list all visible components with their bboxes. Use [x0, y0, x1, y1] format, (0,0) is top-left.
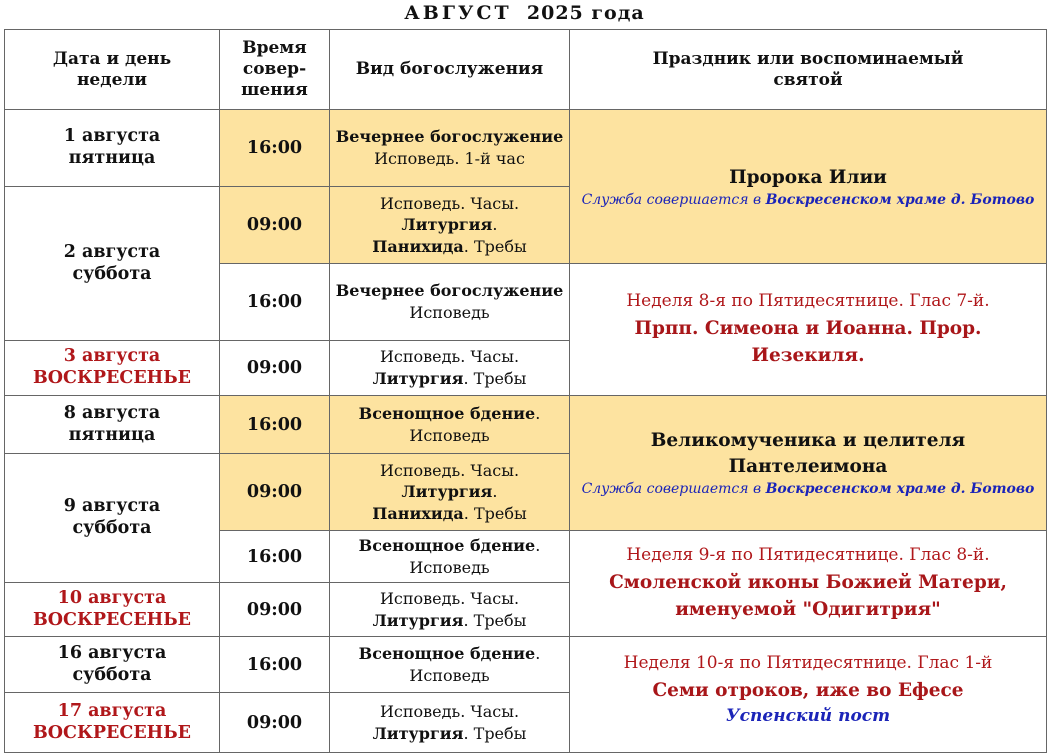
service-cell: Всенощное бдение. Исповедь [330, 637, 570, 693]
header-row [5, 30, 1047, 110]
time-cell: 09:00 [220, 693, 330, 753]
service-cell: Исповедь. Часы. Литургия. Требы [330, 341, 570, 396]
title-suffix: года [591, 2, 645, 24]
table-row [5, 637, 1047, 693]
service-detail: Исповедь. Часы. [379, 460, 520, 480]
date-day: 17 августа [57, 700, 167, 721]
feast-note-prefix: Служба совершается в [581, 480, 762, 497]
feast-cell [570, 396, 1047, 531]
service-name: Всенощное бдение [358, 535, 536, 555]
title-month: АВГУСТ [404, 2, 512, 24]
service-cell [330, 264, 570, 341]
date-weekday: ВОСКРЕСЕНЬЕ [33, 609, 191, 630]
date-cell [5, 341, 220, 396]
service-detail: Исповедь. Часы. [379, 588, 520, 608]
date-day: 1 августа [63, 126, 161, 147]
time-cell: 16:00 [220, 110, 330, 187]
date-cell [5, 454, 220, 583]
page-title [0, 2, 1049, 24]
service-detail: Исповедь. 1-й час [374, 149, 525, 168]
feast-week: Неделя 9-я по Пятидесятнице. Глас 8-й. [626, 545, 990, 565]
header-date: Дата и день недели [5, 30, 220, 110]
feast-saint: Семи отроков, иже во Ефесе [652, 679, 964, 701]
feast-cell [570, 531, 1047, 637]
date-weekday: суббота [72, 518, 152, 538]
feast-saint: Смоленской иконы Божией Матери, именуемой "Одигитрия" [609, 571, 1007, 621]
service-name: Всенощное бдение [358, 403, 536, 423]
feast-saint: Прпп. Симеона и Иоанна. Прор. Иезекиля. [634, 317, 982, 367]
service-cell [330, 110, 570, 187]
service-name: Вечернее богослужение [335, 281, 564, 301]
service-name: Вечернее богослужение [335, 127, 564, 147]
service-name: Литургия [372, 610, 464, 630]
service-detail: Исповедь. Часы. [379, 701, 520, 721]
feast-note [570, 191, 1046, 209]
service-cell: Всенощное бдение. Исповедь [330, 531, 570, 583]
date-weekday: пятница [68, 148, 156, 168]
table-row [5, 396, 1047, 454]
header-time: Время совер-шения [220, 30, 330, 110]
feast-cell [570, 110, 1047, 264]
service-name: Панихида [372, 236, 464, 256]
header-feast: Праздник или воспоминаемый святой [570, 30, 1047, 110]
feast-note-place: Воскресенском храме д. Ботово [765, 480, 1035, 497]
time-cell: 16:00 [220, 637, 330, 693]
schedule-table [4, 29, 1047, 753]
service-detail: Исповедь [409, 665, 490, 685]
time-cell: 09:00 [220, 341, 330, 396]
feast-note [570, 480, 1046, 498]
feast-fast: Успенский пост [725, 706, 891, 727]
date-day: 16 августа [57, 642, 167, 663]
date-weekday: пятница [68, 424, 156, 445]
date-day: 9 августа [63, 496, 161, 517]
date-cell [5, 110, 220, 187]
feast-name: Пророка Илии [729, 166, 887, 188]
service-cell: Исповедь. Часы. Литургия. Требы [330, 583, 570, 637]
service-name: Литургия [401, 482, 493, 502]
time-cell: 09:00 [220, 583, 330, 637]
date-day: 8 августа [63, 402, 161, 423]
date-weekday: суббота [72, 664, 152, 685]
feast-cell [570, 264, 1047, 396]
time-cell: 16:00 [220, 396, 330, 454]
date-weekday: суббота [72, 263, 152, 284]
feast-note-prefix: Служба совершается в [581, 192, 762, 209]
table-row [5, 110, 1047, 187]
service-name: Литургия [372, 369, 464, 388]
service-name: Панихида [372, 503, 464, 523]
feast-week: Неделя 10-я по Пятидесятнице. Глас 1-й [623, 653, 993, 673]
service-cell: Исповедь. Часы. Литургия. Панихида. Требы [330, 187, 570, 264]
service-cell: Исповедь. Часы. Литургия. Требы [330, 693, 570, 753]
date-cell [5, 693, 220, 753]
date-day: 3 августа [63, 346, 161, 367]
feast-cell [570, 637, 1047, 753]
service-name: Всенощное бдение [358, 643, 536, 663]
service-detail: Исповедь [409, 425, 490, 445]
date-cell [5, 583, 220, 637]
date-cell [5, 637, 220, 693]
date-weekday: ВОСКРЕСЕНЬЕ [33, 722, 191, 743]
service-name: Литургия [372, 723, 464, 743]
date-cell [5, 187, 220, 341]
service-cell: Всенощное бдение. Исповедь [330, 396, 570, 454]
feast-name: Великомученика и целителя Пантелеимона [650, 430, 966, 477]
feast-week: Неделя 8-я по Пятидесятнице. Глас 7-й. [626, 291, 990, 311]
service-detail: Исповедь [409, 557, 490, 577]
date-weekday: ВОСКРЕСЕНЬЕ [33, 368, 191, 388]
service-detail: Исповедь. Часы. [379, 347, 520, 367]
service-detail: Исповедь [409, 303, 490, 322]
feast-note-place: Воскресенском храме д. Ботово [765, 192, 1035, 209]
time-cell: 09:00 [220, 454, 330, 531]
time-cell: 16:00 [220, 531, 330, 583]
date-day: 10 августа [57, 587, 167, 608]
time-cell: 09:00 [220, 187, 330, 264]
service-cell: Исповедь. Часы. Литургия. Панихида. Требы [330, 454, 570, 531]
header-service: Вид богослужения [330, 30, 570, 110]
date-cell [5, 396, 220, 454]
title-year: 2025 [526, 2, 584, 24]
time-cell: 16:00 [220, 264, 330, 341]
service-detail: Исповедь. Часы. [379, 193, 520, 213]
date-day: 2 августа [63, 241, 161, 262]
service-name: Литургия [401, 215, 493, 235]
